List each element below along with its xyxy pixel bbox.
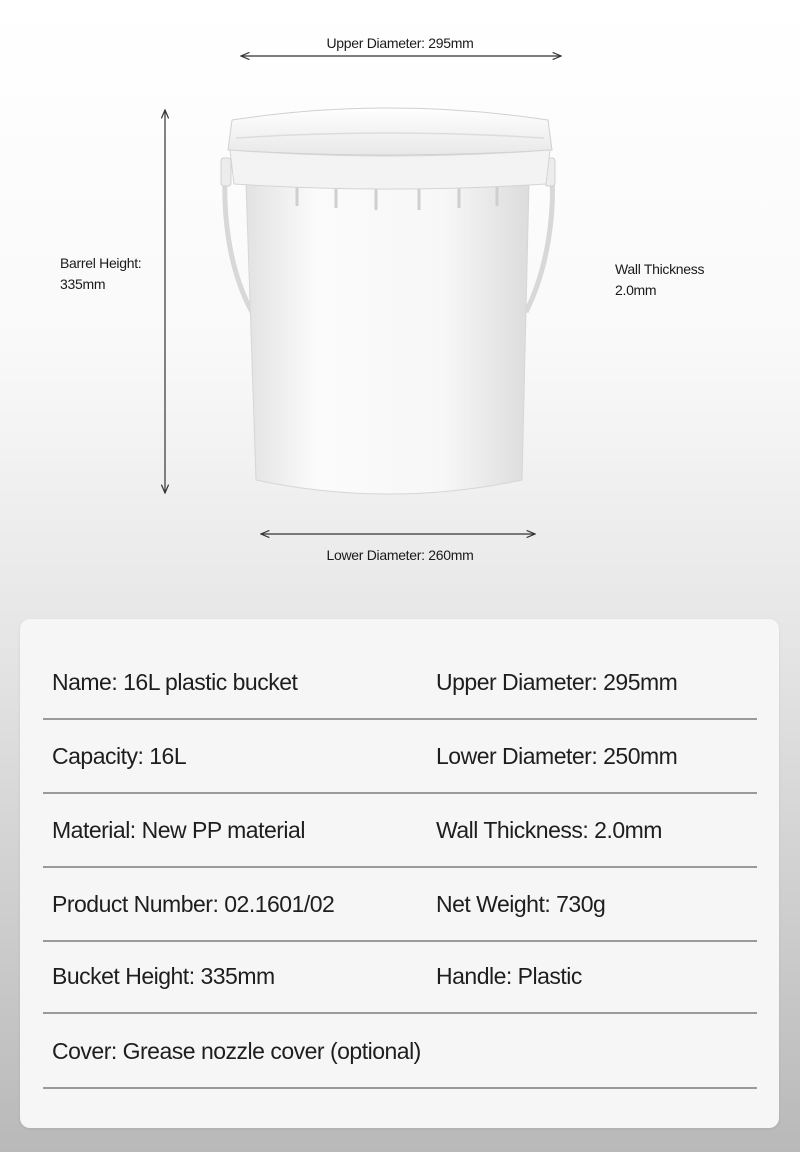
lower-diameter-label: Lower Diameter: 260mm [326,547,474,563]
bucket-body [246,182,529,494]
wall-thickness-label: Wall Thickness 2.0mm [615,261,705,298]
upper-diameter-label: Upper Diameter: 295mm [326,35,474,51]
spec-net-weight: Net Weight: 730g [436,890,606,917]
spec-name: Name: 16L plastic bucket [52,668,298,695]
spec-material: Material: New PP material [52,816,305,843]
spec-row [43,646,757,720]
spec-row [43,794,757,868]
spec-upper-diameter: Upper Diameter: 295mm [436,668,678,695]
barrel-height-label: Barrel Height: 335mm [60,255,142,292]
spec-handle: Handle: Plastic [436,962,582,989]
spec-cover: Cover: Grease nozzle cover (optional) [52,1037,421,1064]
spec-wall-thickness: Wall Thickness: 2.0mm [436,816,662,843]
spec-table [20,619,779,1128]
spec-bucket-height: Bucket Height: 335mm [52,962,275,989]
spec-product-number: Product Number: 02.1601/02 [52,890,335,917]
spec-lower-diameter: Lower Diameter: 250mm [436,742,678,769]
spec-row [43,1015,757,1089]
spec-row [43,720,757,794]
bucket-lid [228,108,552,155]
spec-capacity: Capacity: 16L [52,742,187,769]
spec-row [43,868,757,942]
spec-row [43,940,757,1014]
